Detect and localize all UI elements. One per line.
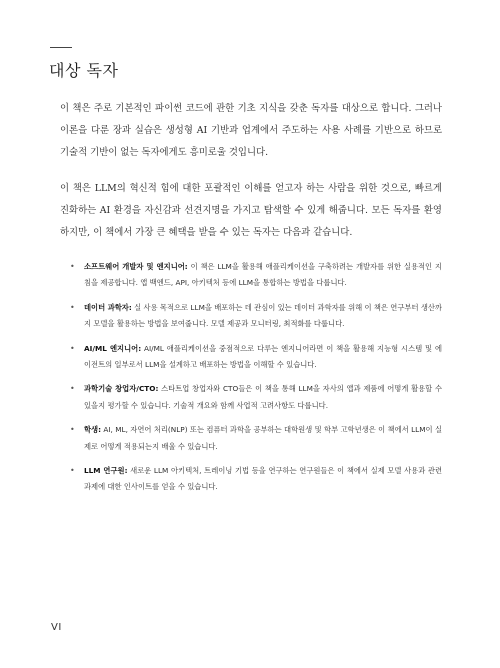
audience-term: LLM 연구원:	[84, 466, 128, 476]
list-item	[70, 259, 442, 292]
audience-term: AI/ML 엔지니어:	[84, 343, 142, 353]
bullet-icon: •	[70, 343, 75, 353]
audience-description: 실 사용 목적으로 LLM을 배포하는 데 관심이 있는 데이터 과학자를 위해 이 책은 연구부터 생산까지 모델을 활용하는 방법을 보여줍니다. 모델 제공과 모니터링, 최적화를 다룹니다.	[84, 302, 442, 329]
audience-term: 데이터 과학자:	[84, 302, 132, 312]
list-item	[70, 463, 442, 496]
audience-description: 이 책은 LLM을 활용해 애플리케이션을 구축하려는 개발자를 위한 실용적인 지침을 제공합니다. 앱 백엔드, API, 아키텍처 등에 LLM을 통합하는 방법을 다룹니다.	[84, 262, 442, 288]
page-number: VI	[51, 622, 62, 633]
bullet-icon: •	[70, 384, 75, 394]
bullet-icon: •	[70, 262, 75, 271]
audience-term: 소프트웨어 개발자 및 엔지니어:	[84, 262, 188, 271]
audience-term: 학생:	[84, 425, 102, 435]
bullet-icon: •	[70, 425, 75, 435]
list-item	[70, 300, 442, 333]
intro-paragraph-2: 이 책은 LLM의 혁신적 힘에 대한 포괄적인 이해를 얻고자 하는 사람을 위한 것으로, 빠르게 진화하는 AI 환경을 자신감과 선견지명을 가지고 탐색할 수 있게 해줍니다. 모든 독자를 환영하지만, 이 책에서 가장 큰 혜택을 받을 수 있는 독자는 다음과 같습니다.	[60, 183, 442, 238]
audience-description: 스타트업 창업자와 CTO들은 이 책을 통해 LLM을 자사의 앱과 제품에 어떻게 활용할 수 있을지 평가할 수 있습니다. 기술적 개요와 함께 사업적 고려사항도 다룹니다.	[84, 384, 442, 410]
heading-rule	[50, 47, 72, 48]
section-title: 대상 독자	[49, 61, 119, 80]
bullet-icon: •	[70, 466, 75, 476]
list-item	[70, 422, 442, 455]
audience-term: 과학기술 창업자/CTO:	[84, 384, 159, 394]
bullet-icon: •	[70, 302, 75, 312]
list-item	[70, 341, 442, 374]
audience-description: AI, ML, 자연어 처리(NLP) 또는 컴퓨터 과학을 공부하는 대학원생 및 학부 고학년생은 이 책에서 LLM이 실제로 어떻게 적용되는지 배울 수 있습니다.	[84, 425, 442, 451]
list-item	[70, 381, 442, 414]
audience-list	[70, 259, 442, 504]
audience-description: AI/ML 애플리케이션을 중점적으로 다루는 엔지니어라면 이 책을 활용해 지능형 시스템 및 에이전트의 일부로서 LLM을 설계하고 배포하는 방법을 이해할 수 있습니다.	[84, 343, 442, 370]
intro-paragraph-1: 이 책은 주로 기본적인 파이썬 코드에 관한 기초 지식을 갖춘 독자를 대상으로 합니다. 그러나 이론을 다룬 장과 실습은 생성형 AI 기반과 업계에서 주도하는 사용 사례를 기반으로 하므로 기술적 기반이 없는 독자에게도 흥미로울 것입니다.	[60, 103, 442, 158]
audience-description: 새로운 LLM 아키텍처, 트레이닝 기법 등을 연구하는 연구원들은 이 책에서 실제 모델 사용과 관련 과제에 대한 인사이트를 얻을 수 있습니다.	[84, 466, 442, 492]
